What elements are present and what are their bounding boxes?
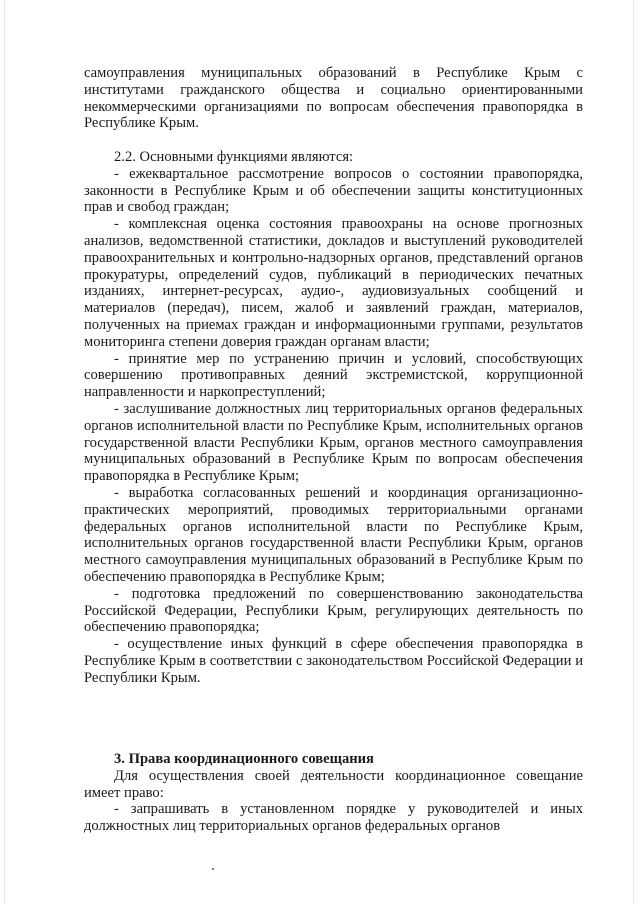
function-item: - принятие мер по устранению причин и условий, способствующих совершению противоправных деяний экстремистской, коррупционной направленности и наркопреступлений;: [84, 350, 583, 401]
scan-edge-left: [4, 0, 5, 905]
document-body: [84, 65, 583, 686]
function-item: - выработка согласованных решений и координация организационно-практических мероприятий, проводимых территориальными органами федеральных органов исполнительной власти по Республике Крым, исполнительных органов государственной власти Республики Крым, органов местного самоуправления муниципальных образований в Республике Крым по обеспечению правопорядка в Республике Крым;: [84, 484, 583, 585]
scan-speck: [212, 868, 214, 870]
function-item: - осуществление иных функций в сфере обеспечения правопорядка в Республике Крым в соответствии с законодательством Российской Федерации и Республики Крым.: [84, 636, 583, 686]
section-3-heading: 3. Права координационного совещания: [114, 751, 374, 767]
function-item: - ежеквартальное рассмотрение вопросов о состоянии правопорядка, законности в Республике Крым и об обеспечении защиты конституционных прав и свобод граждан;: [84, 165, 583, 216]
function-item: - комплексная оценка состояния правоохраны на основе прогнозных анализов, ведомственной статистики, докладов и выступлений руководителей правоохранительных и контрольно-надзорных органов, представлений органов прокуратуры, определений судов, публикаций в периодических печатных изданиях, интернет-ресурсах, аудио-, аудиовизуальных сообщений и материалов (передач), писем, жалоб и заявлений граждан, материалов, полученных на приемах граждан и информационными группами, результатов мониторинга степени доверия граждан органам власти;: [84, 216, 583, 350]
section-3-item: - запрашивать в установленном порядке у руководителей и иных должностных лиц территориальных органов федеральных органов: [84, 801, 583, 835]
paragraph-gap: [84, 132, 583, 149]
function-item: - заслушивание должностных лиц территориальных органов федеральных органов исполнительной власти по Республике Крым, исполнительных органов государственной власти Республики Крым, органов местного самоуправления муниципальных образований в Республике Крым по вопросам обеспечения правопорядка в Республике Крым;: [84, 400, 583, 485]
scan-edge-right: [633, 0, 634, 905]
intro-paragraph: самоуправления муниципальных образований в Республике Крым с институтами гражданского общества и социально ориентированными некоммерческими организациями по вопросам обеспечения правопорядка в Республике Крым.: [84, 65, 583, 132]
section-2-2-heading: 2.2. Основными функциями являются:: [114, 148, 354, 165]
section-3: [84, 751, 583, 835]
function-item: - подготовка предложений по совершенствованию законодательства Российской Федерации, Республики Крым, регулирующих деятельность по обеспечению правопорядка;: [84, 585, 583, 636]
section-3-intro: Для осуществления своей деятельности координационное совещание имеет право:: [84, 767, 583, 801]
